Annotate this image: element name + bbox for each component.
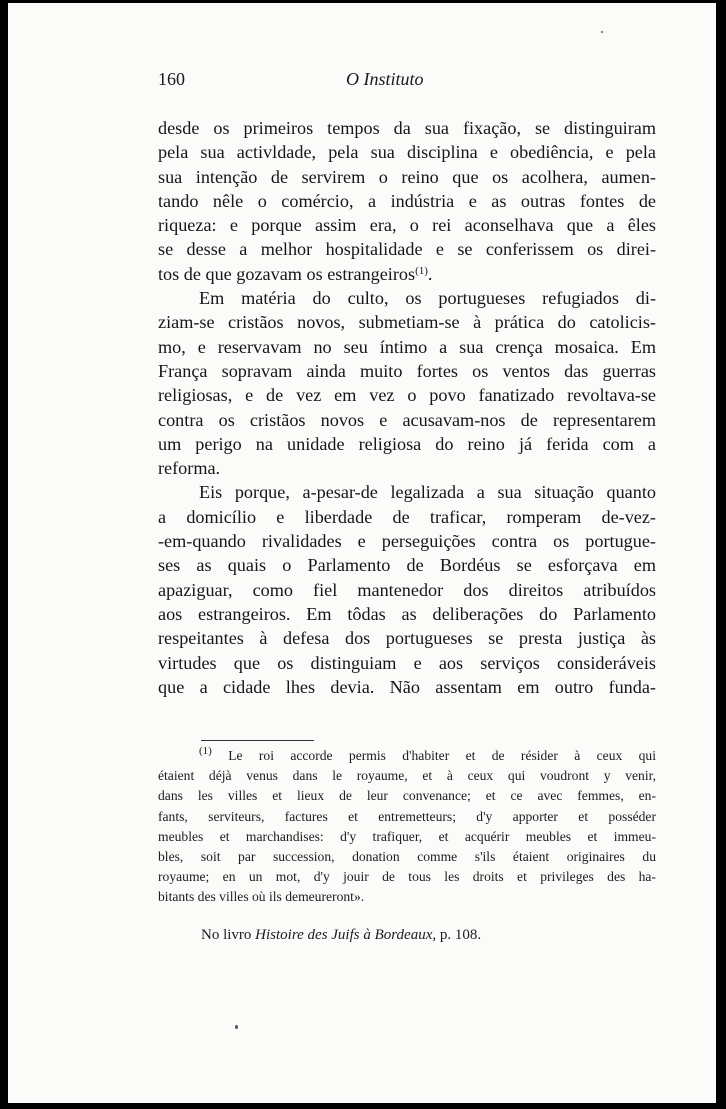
body-text xyxy=(158,116,656,699)
text-line: desde os primeiros tempos da sua fixação, se distinguiram xyxy=(158,118,656,138)
text-line: religiosas, e de vez em vez o povo fanatizado revoltava-se xyxy=(158,385,656,406)
text-line: sua intenção de servirem o reino que os acolhera, aumen- xyxy=(158,166,656,187)
footnote-rule xyxy=(201,740,314,741)
text-line: tos de que gozavam os estrangeiros xyxy=(158,263,416,284)
footnote-line: bitants des villes où ils demeureront». xyxy=(158,889,365,905)
footnote-line: étaient déjà venus dans le royaume, et à ceux qui voudront y venir, xyxy=(158,768,656,784)
footnote-marker: (1) xyxy=(199,745,212,757)
source-suffix: , p. 108. xyxy=(432,927,482,943)
footnote-source xyxy=(201,927,481,944)
text-line: ziam-se cristãos novos, submetiam-se à prática do catolicis- xyxy=(158,312,656,333)
source-prefix: No livro xyxy=(201,927,256,943)
print-speck xyxy=(601,31,603,33)
page-number: 160 xyxy=(158,69,185,89)
text-line: pela sua activldade, pela sua disciplina e obediência, e pela xyxy=(158,142,656,163)
text-line: aos estrangeiros. Em tôdas as deliberações do Parlamento xyxy=(158,603,656,624)
text-line: reforma. xyxy=(158,458,221,479)
text-line: contra os cristãos novos e acusavam-nos de representarem xyxy=(158,409,656,430)
text-line: ses as quais o Parlamento de Bordéus se esforçava em xyxy=(158,555,656,576)
text-line: tando nêle o comércio, a indústria e as outras fontes de xyxy=(158,190,656,211)
footnote-line-first xyxy=(158,746,656,766)
footnote-line: bles, soit par succession, donation comme s'ils étaient originaires du xyxy=(158,848,656,864)
text-line: virtudes que os distinguiam e aos serviços consideráveis xyxy=(158,652,656,673)
footnote-line: dans les villes et lieux de leur convenance; et ce avec femmes, en- xyxy=(158,788,656,804)
text-line: um perigo na unidade religiosa do reino já ferida com a xyxy=(158,433,656,454)
text-line: mo, e reservavam no seu íntimo a sua crença mosaica. Em xyxy=(158,336,656,357)
book-page xyxy=(8,3,716,1103)
running-title: O Instituto xyxy=(346,69,424,89)
text-line: respeitantes à defesa dos portugueses se presta justiça às xyxy=(158,628,656,649)
sentence-end: . xyxy=(427,263,433,284)
footnote-line: fants, serviteurs, factures et entremetteurs; d'y apporter et posséder xyxy=(158,808,656,824)
paragraph-3 xyxy=(158,480,656,699)
text-line: riqueza: e porque assim era, o rei aconselhava que a êles xyxy=(158,215,656,236)
text-line: apaziguar, como fiel mantenedor dos direitos atribuídos xyxy=(158,579,656,600)
text-line: a domicílio e liberdade de traficar, romperam de-vez- xyxy=(158,506,656,527)
footnote-line: meubles et marchandises: d'y trafiquer, et acquérir meubles et immeu- xyxy=(158,828,656,844)
footnote-text: Le roi accorde permis d'habiter et de résider à ceux qui xyxy=(228,748,656,763)
footnote xyxy=(158,746,656,908)
text-line: Em matéria do culto, os portugueses refugiados di- xyxy=(199,288,656,309)
text-line: França sopravam ainda muito fortes os ventos das guerras xyxy=(158,360,656,381)
text-line: Eis porque, a-pesar-de legalizada a sua situação quanto xyxy=(199,482,656,503)
text-line: se desse a melhor hospitalidade e se conferissem os direi- xyxy=(158,239,656,260)
text-line-last xyxy=(158,262,656,286)
print-speck xyxy=(235,1025,238,1029)
footnote-line: royaume; en un mot, d'y jouir de tous les droits et privileges des ha- xyxy=(158,869,656,885)
text-line: que a cidade lhes devia. Não assentam em outro funda- xyxy=(158,676,656,697)
running-head xyxy=(158,69,656,93)
footnote-reference: (1) xyxy=(415,264,428,277)
source-title: Histoire des Juifs à Bordeaux xyxy=(255,927,433,943)
paragraph-1 xyxy=(158,116,656,286)
text-line: -em-quando rivalidades e perseguições contra os portugue- xyxy=(158,531,656,552)
paragraph-2 xyxy=(158,286,656,480)
